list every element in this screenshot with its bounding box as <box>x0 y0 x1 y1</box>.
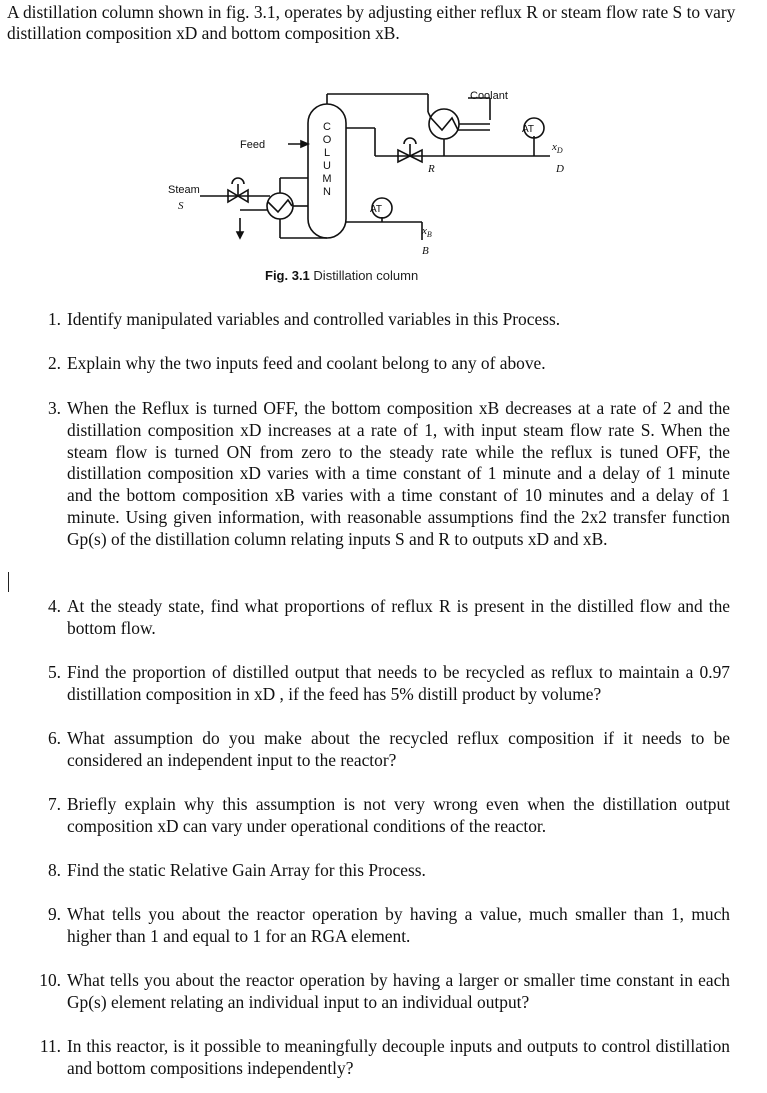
question-text: When the Reflux is turned OFF, the bottom composition xB decreases at a rate of 2 and the distillation composition xD increases at a rate of 1, with input steam flow rate S. When the steam flow is turned ON from zero to the steady rate while the reflux is tuned OFF, the distillation composition xD varies with a time constant of 1 minute and a delay of 1 minute and the bottom composition xB varies with a time constant of 10 minutes and a delay of 1 minute. Using given information, with reasonable assumptions find the 2x2 transfer function Gp(s) of the distillation column relating inputs S and R to outputs xD and xB. <box>67 398 730 549</box>
question-number: 7. <box>47 794 61 814</box>
intro-paragraph: A distillation column shown in fig. 3.1, operates by adjusting either reflux R or steam flow rate S to vary distillation composition xD and bottom composition xB. <box>7 2 736 43</box>
feed-label: Feed <box>240 139 266 151</box>
at-top-label: AT <box>522 124 535 135</box>
question-number: 9. <box>47 904 61 924</box>
question-number: 6. <box>47 728 61 748</box>
question-text: Explain why the two inputs feed and coolant belong to any of above. <box>67 353 546 373</box>
question-number: 3. <box>47 398 61 418</box>
column-letter: U <box>323 160 331 172</box>
question-text: Briefly explain why this assumption is not very wrong even when the distillation output composition xD can vary under operational conditions of the reactor. <box>67 794 730 836</box>
steam-symbol: S <box>178 200 184 212</box>
question-text: What tells you about the reactor operation by having a larger or smaller time constant in each Gp(s) element relating an individual input to an individual output? <box>67 970 730 1012</box>
distillation-diagram <box>160 82 580 282</box>
question-number: 11. <box>39 1036 61 1056</box>
question-text: In this reactor, is it possible to meaningfully decouple inputs and outputs to control distillation and bottom compositions independently? <box>67 1036 730 1078</box>
figure-title: Distillation column <box>313 268 419 283</box>
column-letter: O <box>322 134 332 146</box>
r-label: R <box>428 163 435 175</box>
question-number: 2. <box>47 353 61 373</box>
steam-label: Steam <box>168 184 200 196</box>
question-number: 5. <box>47 662 61 682</box>
column-letter: N <box>323 186 331 198</box>
text-cursor <box>8 572 9 592</box>
distillation-column-figure <box>160 82 580 282</box>
question-text: What tells you about the reactor operation by having a value, much smaller than 1, much higher than 1 and equal to 1 for an RGA element. <box>67 904 730 946</box>
figure-caption <box>265 268 418 283</box>
at-bottom-label: AT <box>370 204 383 215</box>
question-text: Find the static Relative Gain Array for this Process. <box>67 860 426 880</box>
question-text: Find the proportion of distilled output that needs to be recycled as reflux to maintain a 0.97 distillation composition in xD , if the feed has 5% distill product by volume? <box>67 662 730 704</box>
question-text: Identify manipulated variables and controlled variables in this Process. <box>67 309 561 329</box>
column-letter: C <box>323 121 331 133</box>
question-number: 10. <box>39 970 61 990</box>
xd-label: $x_D$ <box>552 141 563 155</box>
xb-label: $x_B$ <box>422 225 432 239</box>
question-number: 8. <box>47 860 61 880</box>
d-label: D <box>556 163 564 175</box>
b-label: B <box>422 245 429 257</box>
coolant-label: Coolant <box>470 90 508 102</box>
figure-number: Fig. 3.1 <box>265 268 310 283</box>
question-text: What assumption do you make about the recycled reflux composition if it needs to be considered an independent input to the reactor? <box>67 728 730 770</box>
question-text: At the steady state, find what proportions of reflux R is present in the distilled flow and the bottom flow. <box>67 596 730 638</box>
column-letter: M <box>322 173 332 185</box>
question-number: 1. <box>47 309 61 329</box>
question-number: 4. <box>47 596 61 616</box>
column-letter: L <box>323 147 331 159</box>
